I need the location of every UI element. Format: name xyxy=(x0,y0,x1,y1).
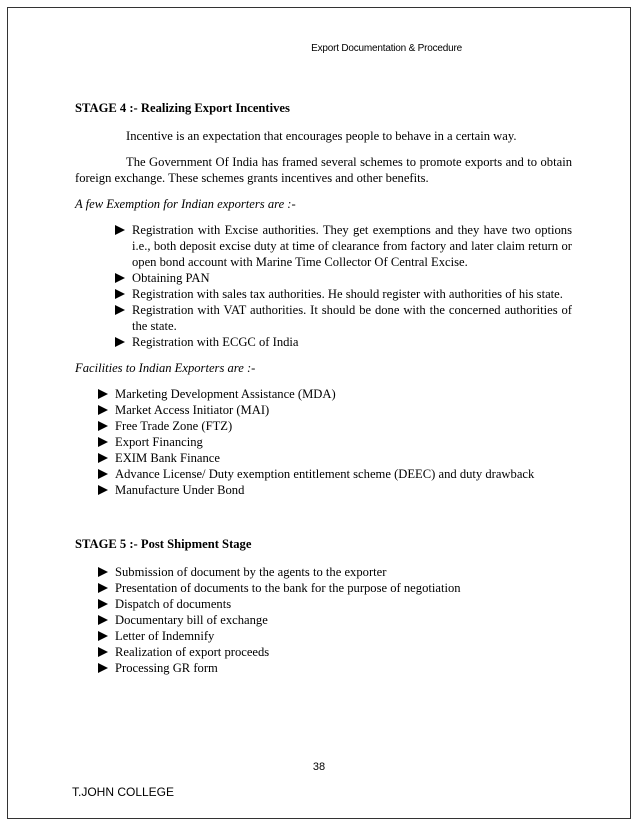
stage4-intro-paragraph: Incentive is an expectation that encourages people to behave in a certain way. xyxy=(126,129,517,143)
arrow-bullet-icon xyxy=(115,289,125,299)
exemptions-heading: A few Exemption for Indian exporters are :- xyxy=(75,197,296,211)
list-item-text: Letter of Indemnify xyxy=(115,629,215,643)
list-item xyxy=(75,564,572,580)
list-item xyxy=(75,270,572,286)
exemptions-list xyxy=(75,222,572,350)
stage4-heading: STAGE 4 :- Realizing Export Incentives xyxy=(75,101,290,115)
facilities-heading: Facilities to Indian Exporters are :- xyxy=(75,361,256,375)
list-item xyxy=(75,334,572,350)
arrow-bullet-icon xyxy=(98,583,108,593)
list-item-text: Registration with sales tax authorities. He should register with authorities of his state. xyxy=(132,287,563,301)
arrow-bullet-icon xyxy=(98,437,108,447)
list-item xyxy=(75,286,572,302)
facilities-list xyxy=(75,386,572,498)
arrow-bullet-icon xyxy=(98,389,108,399)
arrow-bullet-icon xyxy=(98,615,108,625)
list-item xyxy=(75,612,572,628)
arrow-bullet-icon xyxy=(115,337,125,347)
arrow-bullet-icon xyxy=(98,485,108,495)
list-item xyxy=(75,418,572,434)
list-item xyxy=(75,386,572,402)
list-item xyxy=(75,628,572,644)
arrow-bullet-icon xyxy=(98,567,108,577)
list-item-text: Documentary bill of exchange xyxy=(115,613,268,627)
list-item-text: Advance License/ Duty exemption entitlement scheme (DEEC) and duty drawback xyxy=(115,467,535,481)
running-header: Export Documentation & Procedure xyxy=(311,43,462,54)
footer-college-name: T.JOHN COLLEGE xyxy=(72,785,175,799)
document-page xyxy=(7,7,631,819)
list-item xyxy=(75,466,572,482)
arrow-bullet-icon xyxy=(98,405,108,415)
list-item xyxy=(75,302,572,334)
list-item-text: Dispatch of documents xyxy=(115,597,232,611)
list-item-text: Market Access Initiator (MAI) xyxy=(115,403,270,417)
list-item-text: Free Trade Zone (FTZ) xyxy=(115,419,233,433)
arrow-bullet-icon xyxy=(98,663,108,673)
list-item xyxy=(75,222,572,270)
arrow-bullet-icon xyxy=(115,305,125,315)
list-item-text: Manufacture Under Bond xyxy=(115,483,245,497)
list-item-text: Export Financing xyxy=(115,435,203,449)
list-item-text: Presentation of documents to the bank for the purpose of negotiation xyxy=(115,581,461,595)
stage5-heading: STAGE 5 :- Post Shipment Stage xyxy=(75,537,252,551)
list-item xyxy=(75,596,572,612)
list-item xyxy=(75,450,572,466)
post-shipment-list xyxy=(75,564,572,676)
list-item xyxy=(75,434,572,450)
arrow-bullet-icon xyxy=(98,469,108,479)
arrow-bullet-icon xyxy=(115,273,125,283)
list-item-text: EXIM Bank Finance xyxy=(115,451,220,465)
list-item-text: Submission of document by the agents to the exporter xyxy=(115,565,387,579)
list-item xyxy=(75,660,572,676)
arrow-bullet-icon xyxy=(98,421,108,431)
stage4-government-paragraph: The Government Of India has framed several schemes to promote exports and to obtain foreign exchange. These schemes grants incentives and other benefits. xyxy=(75,155,572,185)
list-item-text: Registration with Excise authorities. They get exemptions and they have two options i.e., both deposit excise duty at time of clearance from factory and later claim return or open bond account with Marine Time Collector Of Central Excise. xyxy=(132,223,572,269)
list-item xyxy=(75,482,572,498)
list-item xyxy=(75,580,572,596)
arrow-bullet-icon xyxy=(98,453,108,463)
list-item-text: Marketing Development Assistance (MDA) xyxy=(115,387,336,401)
arrow-bullet-icon xyxy=(98,647,108,657)
list-item-text: Obtaining PAN xyxy=(132,271,210,285)
arrow-bullet-icon xyxy=(98,599,108,609)
list-item-text: Processing GR form xyxy=(115,661,218,675)
page-number: 38 xyxy=(312,761,326,773)
list-item-text: Registration with ECGC of India xyxy=(132,335,299,349)
arrow-bullet-icon xyxy=(98,631,108,641)
arrow-bullet-icon xyxy=(115,225,125,235)
page-content xyxy=(75,100,572,676)
list-item xyxy=(75,402,572,418)
list-item-text: Registration with VAT authorities. It should be done with the concerned authorities of the state. xyxy=(132,303,572,333)
list-item xyxy=(75,644,572,660)
list-item-text: Realization of export proceeds xyxy=(115,645,270,659)
